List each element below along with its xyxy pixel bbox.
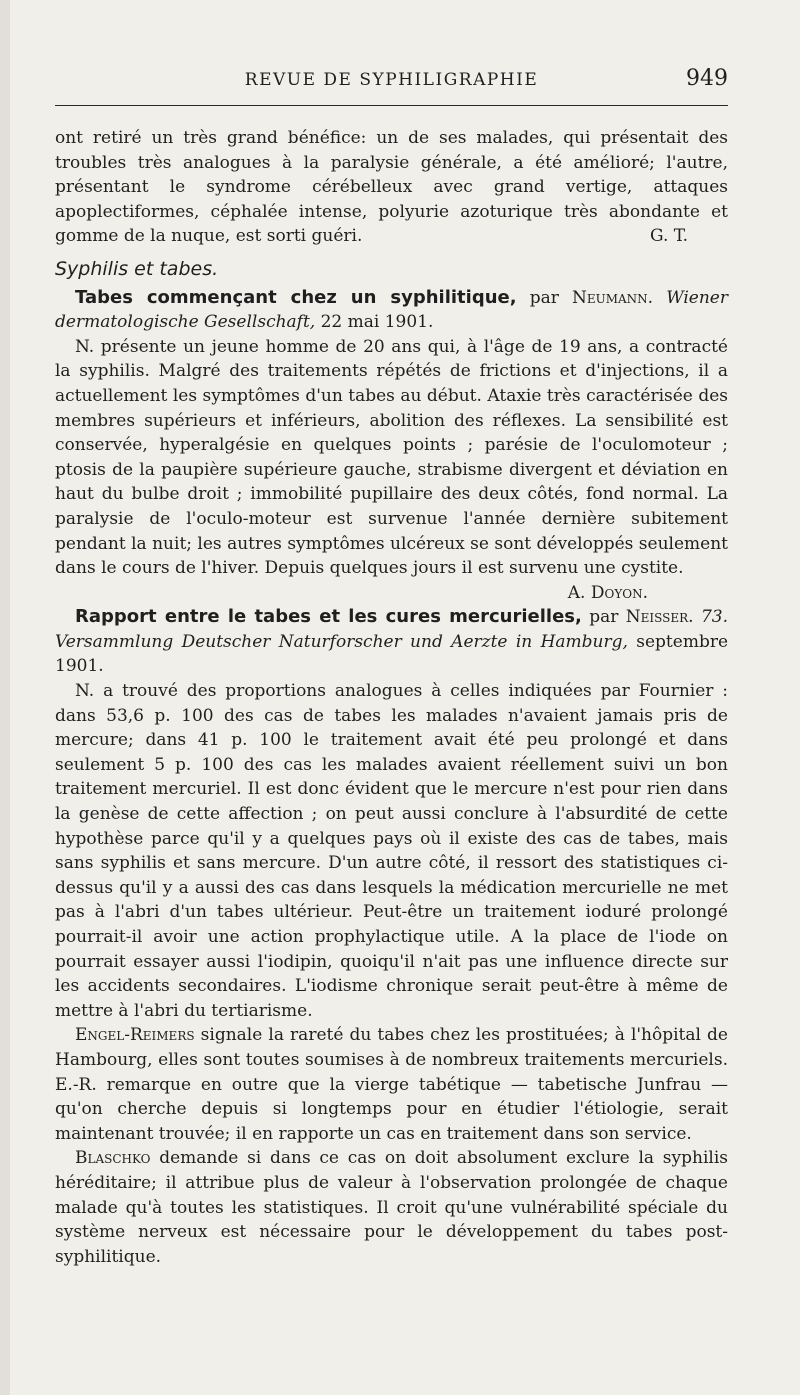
article2-date: septembre 1901.: [55, 631, 729, 677]
article2-paragraph-1: N. a trouvé des proportions analogues à celles indiquées par Fournier : dans 53,6 p. 100 des cas de tabes les malades n'avaient jamais pris de mercure; dans 41 p. 100 le traitement avait été peu prolongé et dans seulement 5 p. 100 des cas les malades avaient réellement suivi un bon traitement mercuriel. Il est donc évident que le mercure n'est pour rien dans la genèse de cette affection ; on peut aussi conclure à l'absurdité de cette hypothèse parce qu'il y a quelques pays où il existe des cas de tabes, mais sans syphilis et sans mercure. D'un autre côté, il ressort des statistiques ci-dessus qu'il y a aussi des cas dans lesquels la médication mercurielle ne met pas à l'abri d'un tabes ultérieur. Peut-être un traitement ioduré prolongé pourrait-il avoir une action prophylactique utile. A la place de l'iode on pourrait essayer aussi l'iodipin, quoiqu'il n'ait pas une influence directe sur les accidents secondaires. L'iodisme chronique serait peut-être à même de mettre à l'abri du tertiarisme.: [55, 681, 728, 1021]
intro-paragraph: [55, 126, 728, 249]
article1-text: N. présente un jeune homme de 20 ans qui, à l'âge de 19 ans, a contracté la syphilis. Malgré des traitements répétés de frictions et d'injections, il a actuellement les symptômes d'un tabes au début. Ataxie très caractérisée des membres supérieurs et inférieurs, abolition des réflexes. La sensibilité est conservée, hyperalgésie en quelques points ; parésie de l'oculomoteur ; ptosis de la paupière supérieure gauche, strabisme divergent et déviation en haut du bulbe droit ; immobilité pupillaire des deux côtés, fond normal. La paralysie de l'oculo-moteur est survenue l'année dernière subitement pendant la nuit; les autres symptômes ulcéreux se sont développés seulement dans le cours de l'hiver. Depuis quelques jours il est survenu une cystite.: [55, 336, 728, 579]
article1-author: Neumann.: [571, 287, 654, 308]
article2-heading: [55, 605, 728, 679]
section-title: Syphilis et tabes.: [55, 257, 219, 280]
article2-paragraph-3: [55, 1146, 728, 1269]
page-body: [55, 126, 728, 1269]
article2-paragraph-2: [55, 1023, 728, 1146]
article1-source: Wiener dermatologische Gesellschaft,: [55, 287, 728, 333]
running-head: [55, 68, 728, 98]
running-title: REVUE DE SYPHILIGRAPHIE: [244, 70, 539, 90]
article2-author: Neisser.: [625, 607, 694, 628]
page-number: 949: [686, 66, 728, 91]
article2-para2-text: signale la rareté du tabes chez les prostituées; à l'hôpital de Hambourg, elles sont toutes soumises à de nombreux traitements mercuriels. E.-R. remarque en outre que la vierge tabétique — tabetische Junfrau — qu'on cherche depuis si longtemps pour en étudier l'étiologie, serait maintenant trouvée; il en rapporte un cas en traitement dans son service.: [55, 1025, 728, 1144]
article1-by: par: [529, 287, 559, 308]
article1-heading: [55, 286, 728, 335]
header-rule: [55, 105, 728, 106]
article2-source: 73. Versammlung Deutscher Naturforscher und Aerzte in Hamburg,: [55, 607, 729, 652]
article2-para2-name: Engel-Reimers: [75, 1025, 195, 1046]
article2-by: par: [589, 607, 619, 628]
article1-date: 22 mai 1901.: [320, 312, 434, 333]
article1-title: Tabes commençant chez un syphilitique,: [75, 286, 517, 308]
article2-para3-name: Blaschko: [75, 1148, 151, 1169]
page-gutter: [0, 0, 10, 1395]
article2-title: Rapport entre le tabes et les cures mercurielles,: [75, 606, 582, 628]
article1-signature: A. Doyon.: [567, 582, 648, 603]
article1-body: [55, 335, 728, 603]
intro-text: ont retiré un très grand bénéfice: un de ses malades, qui présentait des troubles très analogues à la paralysie générale, a été amélioré; l'autre, présentant le syndrome cérébelleux avec grand vertige, attaques apoplectiformes, céphalée intense, polyurie azoturique très abondante et gomme de la nuque, est sorti guéri.: [55, 128, 728, 247]
intro-signature: G. T.: [649, 226, 688, 247]
article2-para3-text: demande si dans ce cas on doit absolument exclure la syphilis héréditaire; il attribue plus de valeur à l'observation prolongée de chaque malade qu'à toutes les statistiques. Il croit qu'une vulnérabilité spéciale du système nerveux est nécessaire pour le développement du tabes post-syphilitique.: [55, 1148, 728, 1267]
